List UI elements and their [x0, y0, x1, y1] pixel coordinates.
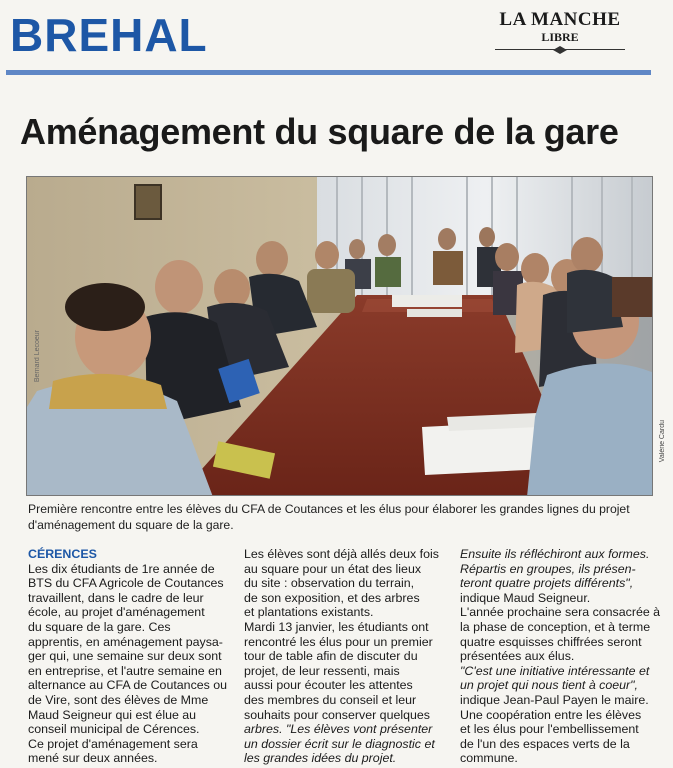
- text-line: tour de table afin de discuter du: [244, 649, 418, 664]
- text-line: mené sur deux années.: [28, 751, 158, 766]
- newspaper-logo: [470, 10, 650, 54]
- text-line: du square de la gare. Ces: [28, 619, 171, 634]
- text-line: la phase de conception, et à terme: [460, 619, 651, 634]
- header-rule: [6, 70, 651, 75]
- text-line: quatre esquisses chiffrées seront: [460, 634, 642, 649]
- text-line: ger qui, une semaine sur deux sont: [28, 649, 222, 664]
- text-line: indique Maud Seigneur.: [460, 590, 591, 605]
- newspaper-subtitle: LIBRE: [541, 30, 579, 44]
- text-line: de Vire, sont des élèves de Mme: [28, 692, 209, 707]
- text-line: Mardi 13 janvier, les étudiants ont: [244, 619, 429, 634]
- text-line: travaillent, dans le cadre de leur: [28, 590, 204, 605]
- text-line: Répartis en groupes, ils présen-: [460, 561, 636, 576]
- column-2-body: [244, 547, 456, 766]
- masthead: [0, 0, 673, 80]
- text-line: de son exposition, et des arbres: [244, 590, 420, 605]
- text-line: apprentis, en aménagement paysa-: [28, 634, 223, 649]
- text-line: un projet qui nous tient à coeur",: [460, 678, 638, 693]
- text-line: conseil municipal de Cérences.: [28, 722, 200, 737]
- text-line: rencontré les élus pour un premier: [244, 634, 433, 649]
- text-line: Maud Seigneur qui est élue au: [28, 707, 197, 722]
- text-line: projet, de leur ressenti, mais: [244, 663, 400, 678]
- article-column-2: [244, 547, 456, 766]
- logo-ornament: [495, 46, 625, 54]
- text-line: Une coopération entre les élèves: [460, 707, 642, 722]
- caption-line: d'aménagement du square de la gare.: [28, 517, 234, 532]
- text-line: les grandes idées du projet.: [244, 751, 397, 766]
- newspaper-name: LA MANCHE: [499, 9, 621, 30]
- text-line: Ensuite ils réfléchiront aux formes.: [460, 547, 650, 561]
- text-line: Les dix étudiants de 1re année de: [28, 561, 215, 576]
- text-line: aussi pour écouter les attentes: [244, 678, 413, 693]
- text-line: Les élèves sont déjà allés deux fois: [244, 547, 439, 561]
- photo-credit-right: Valérie Cardu: [659, 420, 666, 463]
- text-line: en entreprise, et l'autre semaine en: [28, 663, 222, 678]
- town-name: BREHAL: [10, 9, 208, 61]
- text-line: et plantations existants.: [244, 605, 374, 620]
- text-line: et les élus pour l'embellissement: [460, 722, 639, 737]
- text-line: indique Jean-Paul Payen le maire.: [460, 692, 649, 707]
- text-line: "C'est une initiative intéressante et: [460, 663, 650, 678]
- column-3-body: [460, 547, 672, 766]
- text-line: école, au projet d'aménagement: [28, 605, 205, 620]
- text-line: présentées aux élus.: [460, 649, 575, 664]
- article-photo: [26, 176, 653, 496]
- article-column-1: [28, 547, 240, 766]
- text-line: arbres. "Les élèves vont présenter: [244, 722, 433, 737]
- text-line: teront quatre projets différents",: [460, 576, 634, 591]
- photo-caption: [28, 502, 658, 534]
- text-line: commune.: [460, 751, 518, 766]
- article-headline: Aménagement du square de la gare: [20, 111, 619, 152]
- text-line: des membres du conseil et leur: [244, 692, 417, 707]
- dateline: CÉRENCES: [28, 547, 97, 561]
- text-line: BTS du CFA Agricole de Coutances: [28, 576, 224, 591]
- text-line: au square pour un état des lieux: [244, 561, 422, 576]
- text-line: Ce projet d'aménagement sera: [28, 736, 198, 751]
- article-column-3: [460, 547, 672, 766]
- photo-credit-left: Bernard Lecoeur: [34, 330, 41, 383]
- text-line: L'année prochaine sera consacrée à: [460, 605, 661, 620]
- column-1-body: [28, 562, 240, 766]
- text-line: de l'un des espaces verts de la: [460, 736, 630, 751]
- caption-line: Première rencontre entre les élèves du CFA de Coutances et les élus pour élaborer les grandes lignes du projet: [28, 502, 630, 516]
- text-line: souhaits pour conserver quelques: [244, 707, 430, 722]
- text-line: du site : observation du terrain,: [244, 576, 415, 591]
- text-line: alternance au CFA de Coutances ou: [28, 678, 228, 693]
- text-line: un dossier écrit sur le diagnostic et: [244, 736, 435, 751]
- meeting-photo-illustration: [27, 177, 653, 496]
